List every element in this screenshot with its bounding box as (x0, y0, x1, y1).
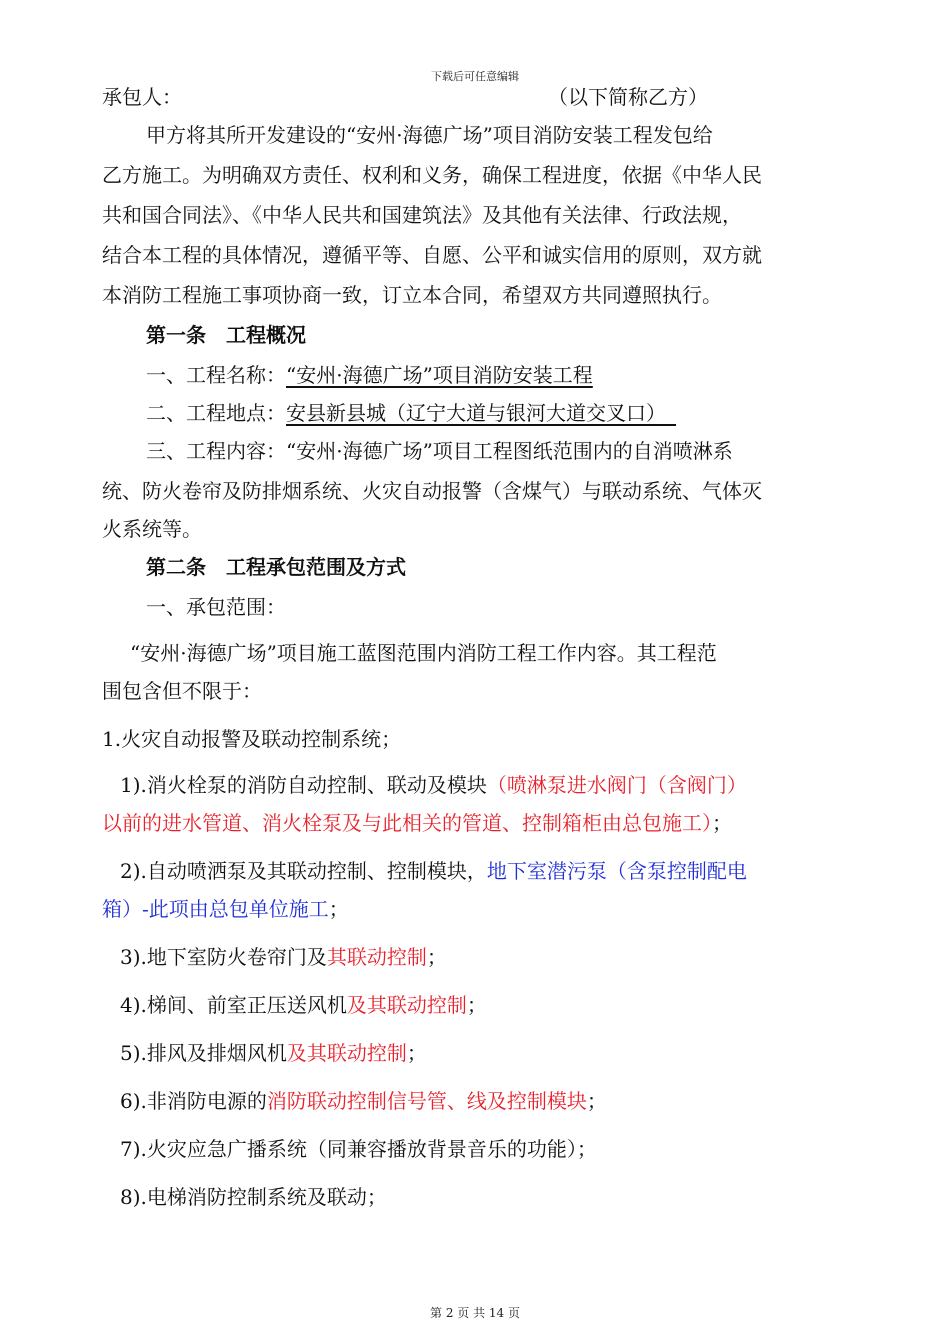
sub-item-1-tail: ； (712, 811, 732, 835)
sub-item-2-line-1 (120, 860, 860, 882)
project-name-label: 一、工程名称： (146, 363, 286, 387)
intro-line-1: 甲方将其所开发建设的“安州·海德广场”项目消防安装工程发包给 (146, 123, 713, 147)
sub-item-2-text: 2).自动喷洒泵及其联动控制、控制模块， (120, 859, 487, 883)
sub-item-4-text: 4).梯间、前室正压送风机 (120, 993, 347, 1017)
sub-item-3-text: 3).地下室防火卷帘门及 (120, 945, 327, 969)
sub-item-1-red-a: （喷淋泵进水阀门（含阀门） (486, 773, 747, 797)
project-name-row (146, 364, 886, 386)
project-location-value: 安县新县城（辽宁大道与银河大道交叉口） (286, 401, 656, 425)
sub-item-4 (120, 994, 860, 1016)
sub-item-2-blue-a: 地下室潜污泵（含泵控制配电 (486, 859, 747, 883)
scope-text-line-2: 围包含但不限于： (102, 679, 262, 703)
sub-item-3-red: 其联动控制 (326, 945, 427, 969)
sub-item-1-text: 1).消火栓泵的消防自动控制、联动及模块 (120, 773, 487, 797)
item-1: 1.火灾自动报警及联动控制系统； (102, 727, 402, 751)
sub-item-1-red-b: 以前的进水管道、消火栓泵及与此相关的管道、控制箱柜由总包施工） (102, 811, 712, 835)
article2-title: 第二条 工程承包范围及方式 (146, 555, 406, 579)
project-location-row (146, 402, 886, 424)
project-name-value: “安州·海德广场”项目消防安装工程 (286, 363, 593, 387)
sub-item-7: 7).火灾应急广播系统（同兼容播放背景音乐的功能）； (120, 1137, 597, 1161)
sub-item-6 (120, 1090, 860, 1112)
intro-line-2: 乙方施工。为明确双方责任、权利和义务，确保工程进度，依据《中华人民 (102, 163, 762, 187)
scope-text-line-1: “安州·海德广场”项目施工蓝图范围内消防工程工作内容。其工程范 (130, 641, 717, 665)
sub-item-3-tail: ； (426, 945, 447, 969)
sub-item-5-tail: ； (406, 1041, 427, 1065)
contractor-line (102, 86, 842, 108)
sub-item-4-tail: ； (466, 993, 487, 1017)
header-note: 下载后可任意编辑 (431, 70, 519, 83)
article1-title: 第一条 工程概况 (146, 323, 306, 347)
sub-item-6-tail: ； (586, 1089, 607, 1113)
scope-label: 一、承包范围： (146, 595, 286, 619)
sub-item-3 (120, 946, 860, 968)
sub-item-2-blue-b: 箱）-此项由总包单位施工 (102, 897, 329, 921)
page-footer: 第 2 页 共 14 页 (430, 1306, 520, 1320)
project-location-label: 二、工程地点： (146, 401, 286, 425)
project-content-line-1: 三、工程内容：“安州·海德广场”项目工程图纸范围内的自消喷淋系 (146, 439, 733, 463)
intro-line-4: 结合本工程的具体情况，遵循平等、自愿、公平和诚实信用的原则，双方就 (102, 243, 762, 267)
sub-item-4-red: 及其联动控制 (346, 993, 467, 1017)
intro-line-5: 本消防工程施工事项协商一致，订立本合同，希望双方共同遵照执行。 (102, 283, 722, 307)
contractor-label: 承包人： (102, 85, 182, 109)
intro-line-3: 共和国合同法》、《中华人民共和国建筑法》及其他有关法律、行政法规， (102, 203, 742, 227)
project-content-line-2: 统、防火卷帘及防排烟系统、火灾自动报警（含煤气）与联动系统、气体灭 (102, 479, 762, 503)
contractor-abbrev: （以下简称乙方） (548, 85, 708, 109)
sub-item-1-line-2 (102, 812, 842, 834)
sub-item-5-text: 5).排风及排烟风机 (120, 1041, 287, 1065)
sub-item-8: 8).电梯消防控制系统及联动； (120, 1185, 387, 1209)
project-content-line-3: 火系统等。 (102, 517, 202, 541)
sub-item-5 (120, 1042, 860, 1064)
sub-item-2-tail: ； (328, 897, 349, 921)
sub-item-1-line-1 (120, 774, 860, 796)
sub-item-5-red: 及其联动控制 (286, 1041, 407, 1065)
sub-item-2-line-2 (102, 898, 842, 920)
sub-item-6-red: 消防联动控制信号管、线及控制模块 (266, 1089, 587, 1113)
sub-item-6-text: 6).非消防电源的 (120, 1089, 267, 1113)
